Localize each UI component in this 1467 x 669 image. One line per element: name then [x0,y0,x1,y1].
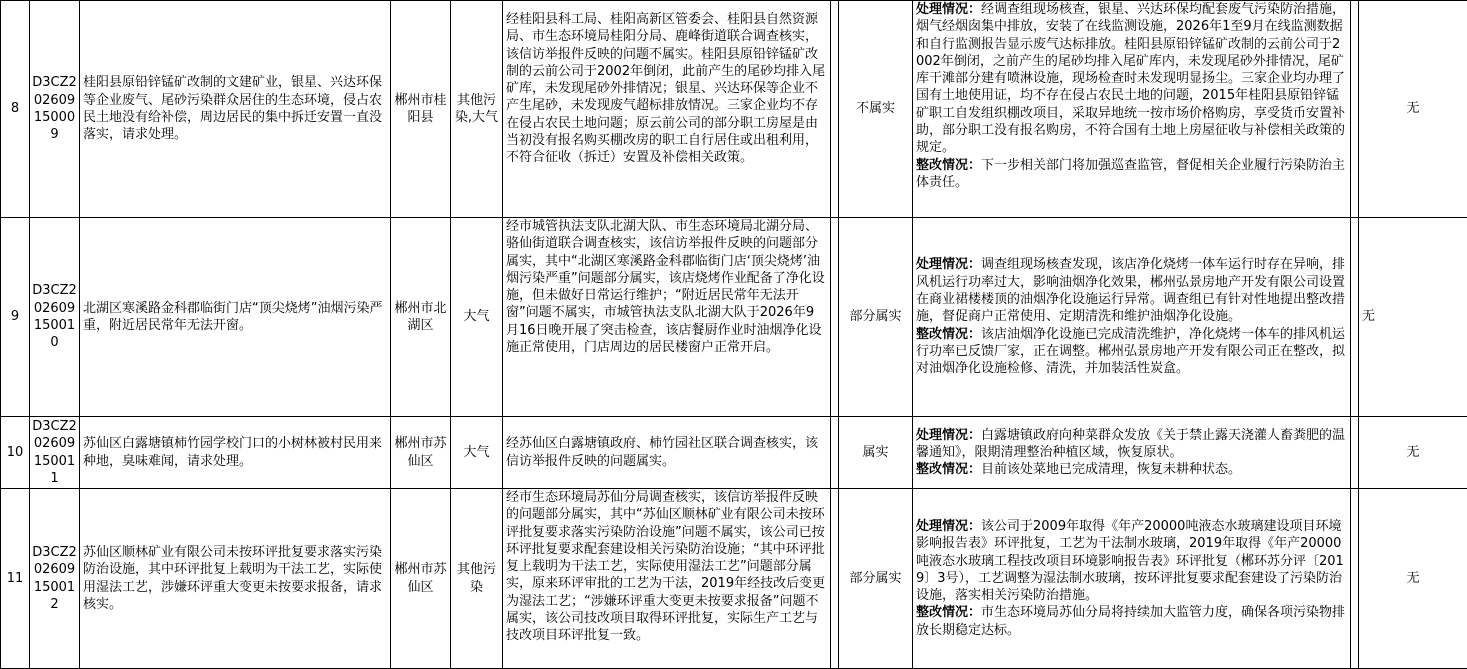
rectify-label: 整改情况： [916,326,982,342]
table-row [1,218,1467,417]
cell-scrollbar[interactable] [1350,489,1358,668]
investigation-cell [503,1,839,218]
cell-scrollbar[interactable] [830,417,838,488]
table-row [1,489,1467,669]
investigation-result: 经市城管执法支队北湖大队、市生态环境局北湖分局、骆仙街道联合调查核实，该信访举报件反映的问题部分属实，其中“北湖区寒溪路金科郡临街门店‘顶尖烧烤’油烟污染严重”问题部分属实，该店烧烤作业配备了净化设施，但未做好日常运行维护；“附近居民常年无法开窗”问题不属实，市城管执法支队北湖大队于2026年9月16日晚开展了突击检查，该店餐厨作业时油烟净化设施正常使用，门店周边的居民楼窗户正常开启。 [506,219,825,356]
investigation-cell [503,489,839,669]
complaint-content: 苏仙区顺林矿业有限公司未按环评批复要求落实污染防治设施，其中环评批复上载明为干法工艺，实际使用湿法工艺，涉嫌环评重大变更未按要求报备，请求核实。 [80,489,391,669]
handling-text: 白露塘镇政府向种菜群众发放《关于禁止露天浇灌人畜粪肥的温馨通知》，限期清理整治种植区域，恢复原状。 [916,427,1346,460]
row-number: 9 [1,218,30,417]
table-row [1,417,1467,489]
investigation-result: 经桂阳县科工局、桂阳高新区管委会、桂阳县自然资源局、市生态环境局桂阳分局、鹿峰街道联合调查核实，该信访举报件反映的问题不属实。桂阳县原铅锌锰矿改制的云前公司于2002年倒闭，此前产生的尾砂均排入尾矿库，未发现尾砂外排情况；银星、兴达环保等企业不产生尾砂，未发现废气超标排放情况。三家企业均不存在侵占农民土地问题；原云前公司的部分职工房屋是由当初没有报名购买棚改房的职工自行居住或出租利用，不符合征收（拆迁）安置及补偿相关政策。 [506,12,826,166]
handling-label: 处理情况： [916,257,982,273]
handling-cell [913,489,1359,669]
handling-text: 该公司于2009年取得《年产20000吨液态水玻璃建设项目环境影响报告表》环评批复，工艺为干法制水玻璃，2019年取得《年产20000吨液态水玻璃工程技改项目环境影响报告表》环评批复（郴环苏分评〔2019〕3号），工艺调整为湿法制水玻璃，按环评批复要求配套建设了污染防治设施，落实相关污染防治措施。 [916,518,1344,604]
verdict: 不属实 [839,1,913,218]
area: 郴州市苏仙区 [391,417,451,489]
row-number: 10 [1,417,30,489]
case-code: D3CZ2 02609 15001 2 [30,489,80,669]
pollution-type: 大气 [451,218,503,417]
remark: 无 [1359,489,1467,669]
handling-cell [913,218,1359,417]
investigation-result: 经苏仙区白露塘镇政府、柿竹园社区联合调查核实，该信访举报件反映的问题属实。 [506,436,819,469]
handling-cell [913,417,1359,489]
verdict: 部分属实 [839,489,913,669]
investigation-cell [503,417,839,489]
complaint-content: 桂阳县原铅锌锰矿改制的文建矿业，银星、兴达环保等企业废气、尾砂污染群众居住的生态环境，侵占农民土地没有给补偿，周边居民的集中拆迁安置一直没落实，请求处理。 [80,1,391,218]
verdict: 部分属实 [839,218,913,417]
area: 郴州市苏仙区 [391,489,451,669]
investigation-result: 经市生态环境局苏仙分局调查核实，该信访举报件反映的问题部分属实，其中“苏仙区顺林矿业有限公司未按环评批复要求落实污染防治设施”问题不属实，该公司已按环评批复要求配套建设相关污染防治设施；“其中环评批复上载明为干法工艺，实际使用湿法工艺”问题部分属实，原来环评审批的工艺为干法，2019年经技改后变更为湿法工艺；“涉嫌环评重大变更未按要求报备”问题不属实，该公司技改项目取得环评批复，实际生产工艺与技改项目环评批复一致。 [506,490,826,644]
rectify-label: 整改情况： [916,605,982,621]
pollution-type: 大气 [451,417,503,489]
remark: 无 [1359,218,1467,417]
handling-cell [913,1,1359,218]
cell-scrollbar[interactable] [1350,1,1358,217]
remark: 无 [1359,417,1467,489]
pollution-type: 其他污染 [451,489,503,669]
case-code: D3CZ2 02609 15000 9 [30,1,80,218]
cell-scrollbar[interactable] [830,218,838,416]
cell-scrollbar[interactable] [830,489,838,668]
remark: 无 [1359,1,1467,218]
handling-text: 经调查组现场核查，银星、兴达环保均配套废气污染防治措施，烟气经烟囱集中排放，安装了在线监测设施，2026年1至9月在线监测数据和自行监测报告显示废气达标排放。桂阳县原铅锌锰矿改制的云前公司于2002年倒闭，之前产生的尾砂均排入尾矿库内，未发现尾砂外排情况，尾矿库干滩部分建有喷淋设施，现场检查时未发现明显扬尘。三家企业均办理了国有土地使用证，均不存在侵占农民土地的问题，2015年桂阳县原铅锌锰矿职工自发组织棚改项目，采取异地统一按市场价格购房，享受货币安置补助，部分职工没有报名购房，不符合国有土地上房屋征收与补偿相关政策的规定。 [916,2,1346,156]
row-number: 11 [1,489,30,669]
rectify-text: 下一步相关部门将加强巡查监管，督促相关企业履行污染防治主体责任。 [916,157,1346,190]
case-code: D3CZ2 02609 15001 0 [30,218,80,417]
cell-scrollbar[interactable] [1350,417,1358,488]
table-row [1,1,1467,218]
rectify-label: 整改情况： [916,157,982,173]
case-code: D3CZ2 02609 15001 1 [30,417,80,489]
handling-label: 处理情况： [916,2,982,17]
row-number: 8 [1,1,30,218]
verdict: 属实 [839,417,913,489]
handling-text: 调查组现场核查发现，该店净化烧烤一体车运行时存在异响，排风机运行功率过大，影响油烟净化效果，郴州弘景房地产开发有限公司设置在商业裙楼楼顶的油烟净化设施运行异常。调查组已有针对性地提出整改措施，督促商户正常使用、定期清洗和维护油烟净化设施。 [916,257,1346,325]
area: 郴州市桂阳县 [391,1,451,218]
complaint-content: 苏仙区白露塘镇柿竹园学校门口的小树林被村民用来种地，臭味难闻，请求处理。 [80,417,391,489]
handling-label: 处理情况： [916,518,982,534]
rectify-text: 目前该处菜地已完成清理，恢复未耕种状态。 [981,462,1242,478]
rectify-text: 该店油烟净化设施已完成清洗维护，净化烧烤一体车的排风机运行功率已反馈厂家，正在调整。郴州弘景房地产开发有限公司正在整改，拟对油烟净化设施检修、清洗，并加装活性炭盒。 [916,326,1346,377]
cell-scrollbar[interactable] [830,1,838,217]
investigation-cell [503,218,839,417]
rectify-label: 整改情况： [916,462,982,478]
handling-label: 处理情况： [916,427,982,443]
area: 郴州市北湖区 [391,218,451,417]
rectify-text: 市生态环境局苏仙分局将持续加大监管力度，确保各项污染物排放长期稳定达标。 [916,605,1346,638]
cell-scrollbar[interactable] [1350,218,1358,416]
pollution-type: 其他污染,大气 [451,1,503,218]
complaint-content: 北湖区寒溪路金科郡临街门店“顶尖烧烤”油烟污染严重，附近居民常年无法开窗。 [80,218,391,417]
